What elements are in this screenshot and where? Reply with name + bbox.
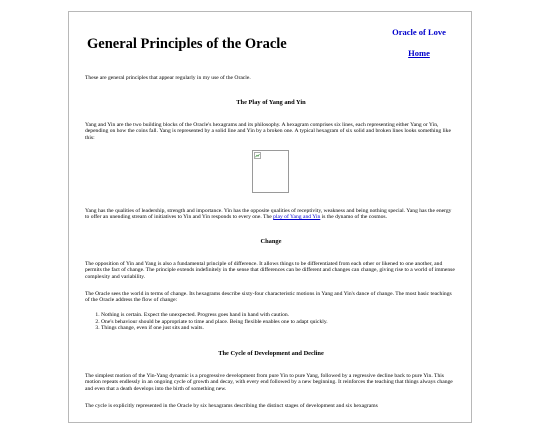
list-item: 3. Things change, even if one just sits and waits. — [101, 325, 457, 332]
section-heading-cycle: The Cycle of Development and Decline — [218, 350, 324, 357]
change-paragraph-2: The Oracle sees the world in terms of change. Its hexagrams describe sixty-four characteristic motions in Yang and Yin's dance of change. The most basic teachings of the Oracle address the flow of change: — [85, 291, 452, 304]
cycle-paragraph-1: The simplest motion of the Yin-Yang dynamic is a progressive development from pure Yin to pure Yang, followed by a regressive decline back to pure Yin. This motion repeats endlessly in an ongoing cycle of growth and decay, with every end followed by a new beginning. It reinforces the teaching that things always change and even that a death develops into the birth of something new. — [85, 373, 453, 392]
cycle-paragraph-2: The cycle is explicitly represented in the Oracle by six hexagrams describing the distinct stages of development and six hexagrams — [85, 403, 378, 409]
section-heading-yang-yin: The Play of Yang and Yin — [236, 99, 306, 106]
page-frame — [68, 11, 472, 423]
play-of-yang-and-yin-link[interactable]: play of Yang and Yin — [273, 214, 321, 221]
page-title: General Principles of the Oracle — [87, 36, 287, 52]
yang-yin-paragraph-2 — [85, 208, 457, 221]
intro-text: These are general principles that appear regularly in my use of the Oracle. — [85, 75, 251, 81]
list-item: 2. One's behaviour should be appropriate to time and place. Being flexible enables one to adapt quickly. — [101, 319, 457, 326]
change-paragraph-1: The opposition of Yin and Yang is also a fundamental principle of difference. It allows things to be differentiated from each other or likened to one another, and permits the fact of change. The principle extends indefinitely in the sense that differences can be different and changes can change, giving rise to a world of immense complexity and variability. — [85, 261, 455, 280]
section-heading-change: Change — [260, 238, 282, 245]
list-item: 1. Nothing is certain. Expect the unexpected. Progress goes hand in hand with caution. — [101, 312, 457, 319]
yang-yin-p2-start: Yang has the qualities of leadership, strength and importance. Yin has the opposite qualities of receptivity, weakness and being nothing special. Yang has the energy to offer an unending stream of initiatives to Yin and Yin responds to every one. The — [85, 208, 452, 221]
change-teachings-list — [85, 312, 457, 332]
hexagram-image — [252, 150, 289, 193]
home-link[interactable]: Home — [408, 48, 430, 58]
yang-yin-paragraph-1: Yang and Yin are the two building blocks of the Oracle's hexagrams and its philosophy. A hexagram comprises six lines, each representing either Yang or Yin, depending on how the coins fall. Yang is represented by a solid line and Yin by a broken one. A typical hexagram of six solid and broken lines looks something like this: — [85, 122, 451, 141]
yang-yin-p2-end: is the dynamo of the cosmos. — [320, 214, 387, 221]
side-nav — [379, 27, 459, 58]
broken-image-icon — [254, 152, 261, 159]
oracle-of-love-link[interactable]: Oracle of Love — [392, 27, 446, 37]
